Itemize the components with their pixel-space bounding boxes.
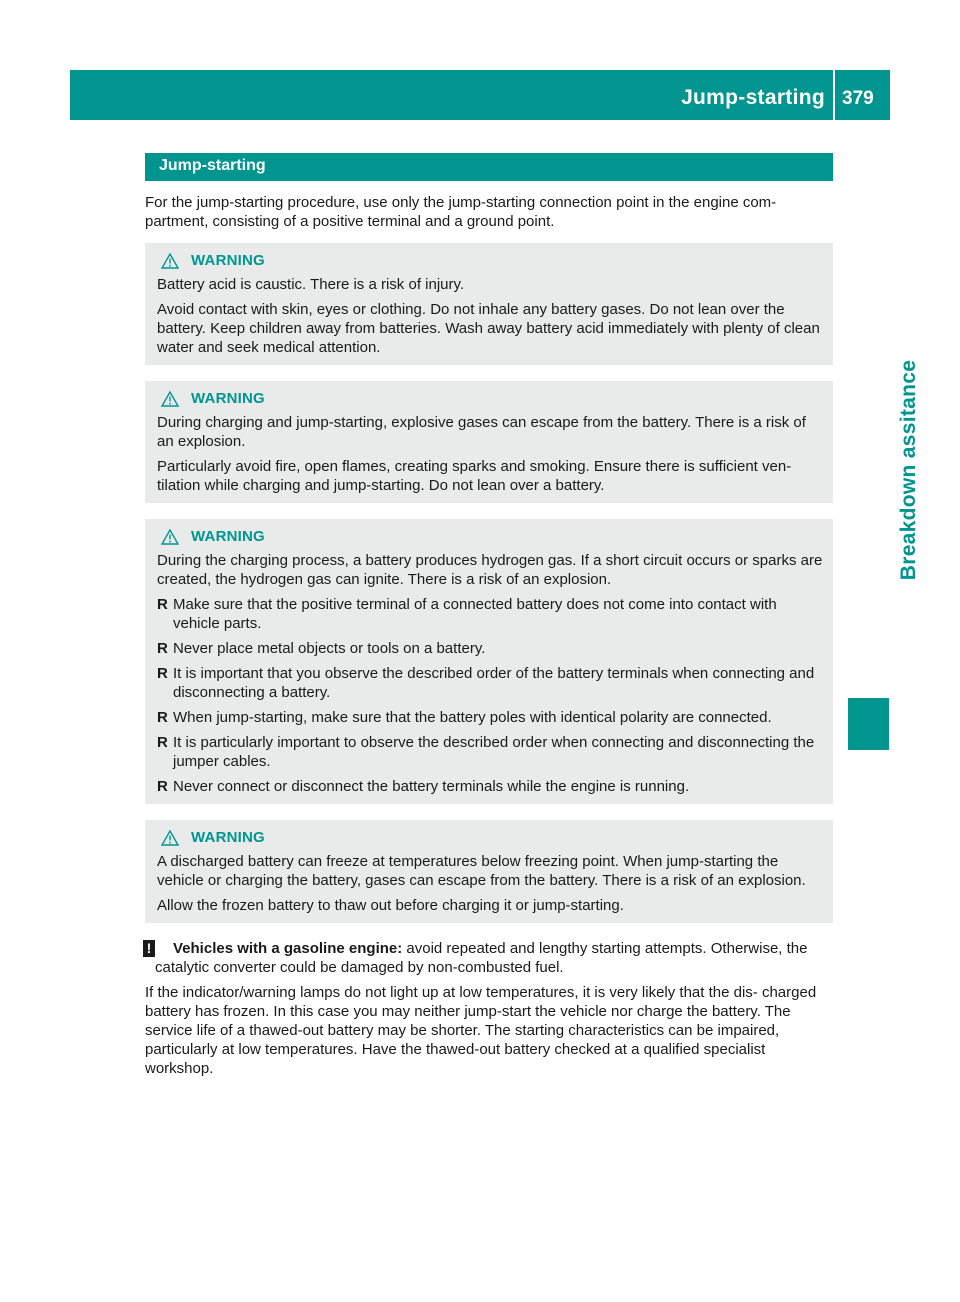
section-heading bbox=[145, 153, 833, 181]
list-item-text: When jump-starting, make sure that the battery poles with identical polarity are connected. bbox=[173, 709, 772, 726]
page-content bbox=[145, 193, 833, 1078]
warning-bullet-list bbox=[157, 595, 825, 796]
warning-title: WARNING bbox=[191, 252, 265, 269]
bullet-icon: R bbox=[157, 778, 168, 795]
list-item-text: Never place metal objects or tools on a battery. bbox=[173, 640, 486, 657]
bullet-icon: R bbox=[157, 734, 168, 751]
page-number: 379 bbox=[842, 88, 874, 109]
list-item-text: It is particularly important to observe the described order when connecting and disconnecting the jumper cables. bbox=[173, 734, 815, 770]
warning-text: Battery acid is caustic. There is a risk of injury. bbox=[157, 276, 465, 293]
list-item bbox=[157, 595, 825, 633]
warning-triangle-icon bbox=[161, 391, 179, 407]
list-item bbox=[157, 733, 825, 771]
warning-box-4 bbox=[145, 820, 833, 923]
list-item bbox=[157, 777, 825, 796]
warning-text: During the charging process, a battery produces hydrogen gas. If a short circuit occurs or sparks are created, the hydrogen gas can ignite. There is a risk of an explosion. bbox=[157, 552, 823, 588]
section-title: Jump-starting bbox=[159, 157, 266, 174]
notice-paragraph bbox=[145, 939, 833, 977]
exclamation-icon: ! bbox=[143, 940, 155, 957]
list-item-text: Make sure that the positive terminal of a connected battery does not come into contact with vehicle parts. bbox=[173, 596, 777, 632]
warning-box-1 bbox=[145, 243, 833, 365]
header-title: Jump-starting bbox=[681, 86, 825, 109]
warning-header bbox=[157, 251, 825, 270]
header-divider bbox=[833, 70, 835, 120]
bullet-icon: R bbox=[157, 665, 168, 682]
warning-text: Particularly avoid fire, open flames, creating sparks and smoking. Ensure there is sufficient ven- tilation while charging and jump-starting. Do not lean over a battery. bbox=[157, 458, 792, 494]
warning-text: During charging and jump-starting, explosive gases can escape from the battery. There is a risk of an explosion. bbox=[157, 414, 806, 450]
warning-header bbox=[157, 527, 825, 546]
notice-text: avoid repeated and lengthy starting attempts. Otherwise, the catalytic converter could be damaged by non-combusted fuel. bbox=[155, 940, 808, 976]
warning-triangle-icon bbox=[161, 830, 179, 846]
list-item-text: Never connect or disconnect the battery terminals while the engine is running. bbox=[173, 778, 690, 795]
bullet-icon: R bbox=[157, 640, 168, 657]
side-tab-label: Breakdown assitance bbox=[897, 359, 920, 581]
intro-paragraph: For the jump-starting procedure, use only the jump-starting connection point in the engine com- partment, consisting of a positive terminal and a ground point. bbox=[145, 194, 777, 230]
warning-triangle-icon bbox=[161, 253, 179, 269]
list-item bbox=[157, 664, 825, 702]
bullet-icon: R bbox=[157, 709, 168, 726]
warning-triangle-icon bbox=[161, 529, 179, 545]
warning-text: Avoid contact with skin, eyes or clothing. Do not inhale any battery gases. Do not lean over the battery. Keep children away from batteries. Wash away battery acid immediately with plenty of clean water and seek medical attention. bbox=[157, 301, 820, 356]
warning-box-3 bbox=[145, 519, 833, 804]
warning-header bbox=[157, 389, 825, 408]
list-item-text: It is important that you observe the described order of the battery terminals when connecting and disconnecting a battery. bbox=[173, 665, 815, 701]
list-item bbox=[157, 639, 825, 658]
closing-paragraph: If the indicator/warning lamps do not light up at low temperatures, it is very likely that the dis- charged battery has frozen. In this case you may neither jump-start the vehicle nor charge the battery. The service life of a thawed-out battery may be shorter. The starting characteristics can be impaired, particularly at low temperatures. Have the thawed-out battery checked at a qualified specialist workshop. bbox=[145, 984, 817, 1077]
bullet-icon: R bbox=[157, 596, 168, 613]
list-item bbox=[157, 708, 825, 727]
warning-box-2 bbox=[145, 381, 833, 503]
warning-text: A discharged battery can freeze at temperatures below freezing point. When jump-starting the vehicle or charging the battery, gases can escape from the battery. There is a risk of an explosion. bbox=[157, 853, 806, 889]
page-header bbox=[70, 70, 890, 120]
warning-title: WARNING bbox=[191, 829, 265, 846]
warning-text: Allow the frozen battery to thaw out before charging it or jump-starting. bbox=[157, 897, 624, 914]
warning-title: WARNING bbox=[191, 390, 265, 407]
side-tab-marker bbox=[848, 698, 889, 750]
warning-header bbox=[157, 828, 825, 847]
notice-lead: Vehicles with a gasoline engine: bbox=[173, 940, 403, 957]
warning-title: WARNING bbox=[191, 528, 265, 545]
